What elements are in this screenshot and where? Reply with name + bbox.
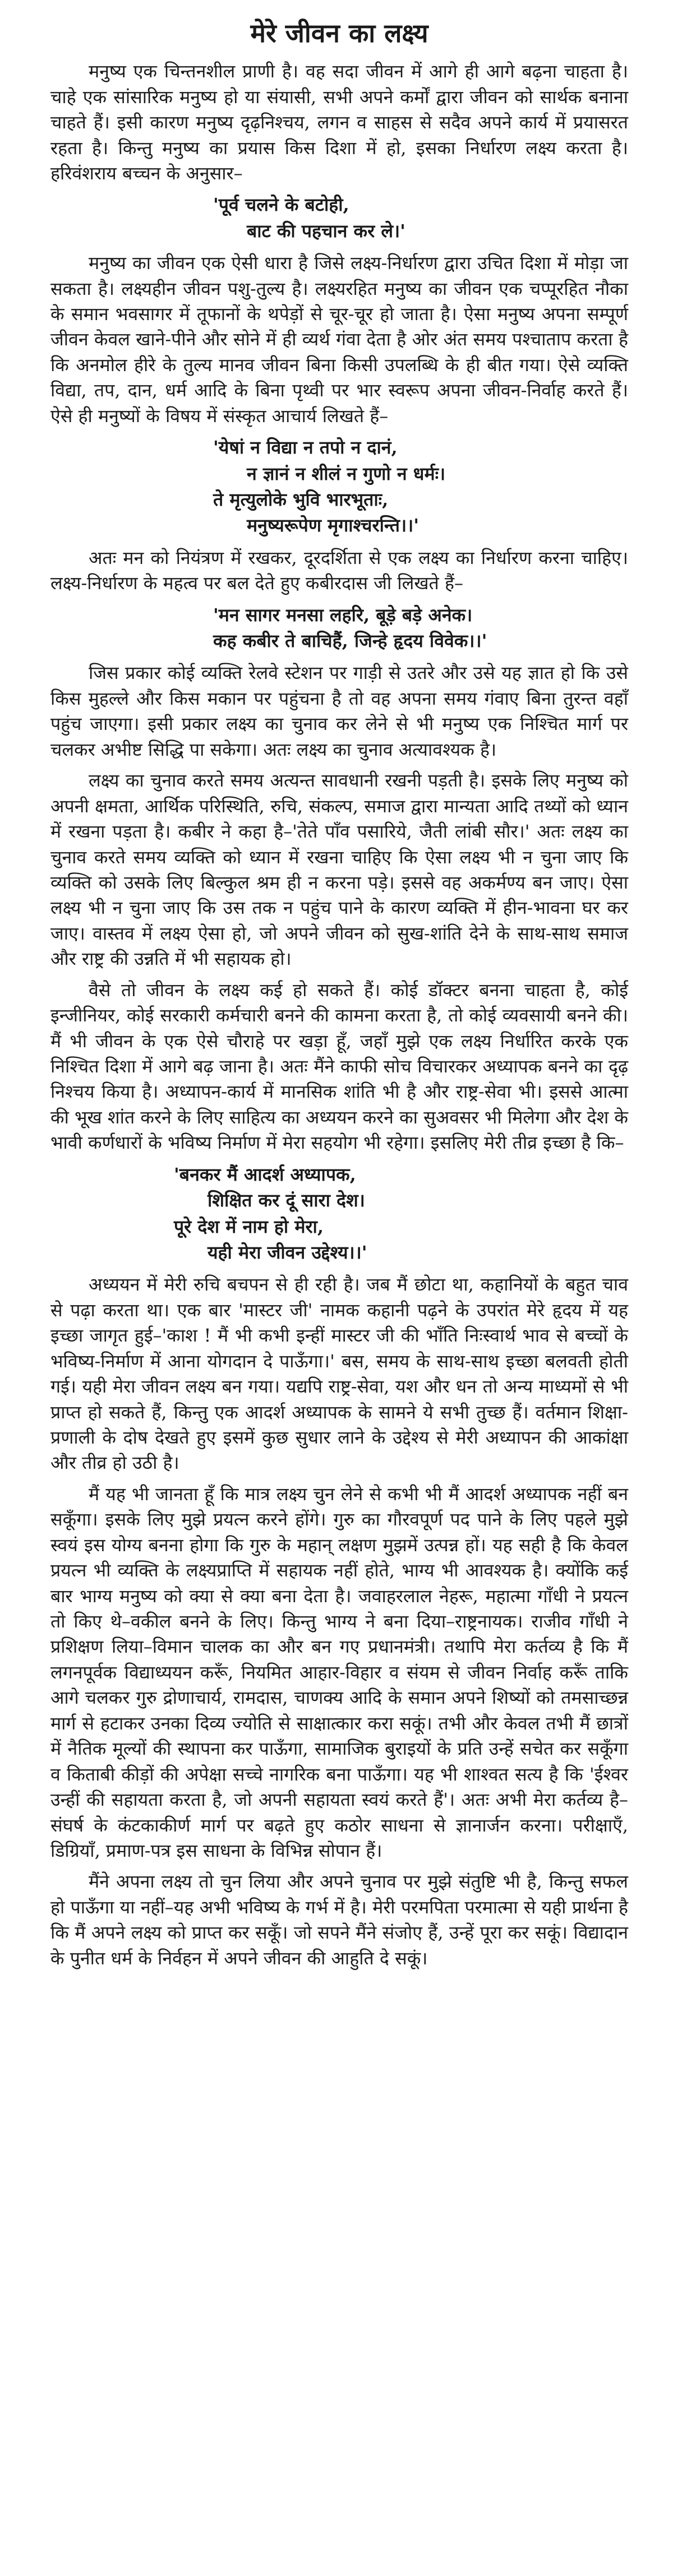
- paragraph-4: जिस प्रकार कोई व्यक्ति रेलवे स्टेशन पर गाड़ी से उतरे और उसे यह ज्ञात हो कि उसे किस मुहल्ले और किस मकान पर पहुंचना है तो वह अपना समय गंवाए बिना तुरन्त वहाँ पहुंच जाएगा। इसी प्रकार लक्ष्य का चुनाव कर लेने से भी मनुष्य एक निश्चित मार्ग पर चलकर अभीष्ट सिद्धि पा सकेगा। अतः लक्ष्य का चुनाव अत्यावश्यक है।: [50, 662, 628, 760]
- paragraph-5: लक्ष्य का चुनाव करते समय अत्यन्त सावधानी रखनी पड़ती है। इसके लिए मनुष्य को अपनी क्षमता, आर्थिक परिस्थिति, रुचि, संकल्प, समाज द्वारा मान्यता आदि तथ्यों को ध्यान में रखना पड़ता है। कबीर ने कहा है–'तेते पाँव पसारिये, जैती लांबी सौर।' अतः लक्ष्य का चुनाव करते समय व्यक्ति को ध्यान में रखना चाहिए कि ऐसा लक्ष्य भी न चुना जाए कि व्यक्ति को उसके लिए बिल्कुल श्रम ही न करना पड़े। इससे वह अकर्मण्य बन जाए। ऐसा लक्ष्य भी न चुना जाए कि उस तक न पहुंच पाने के कारण व्यक्ति में हीन-भावना घर कर जाए। वास्तव में लक्ष्य ऐसा हो, जो अपने जीवन को सुख-शांति देने के साथ-साथ समाज और राष्ट्र की उन्नति में भी सहायक हो।: [50, 770, 628, 970]
- verse-teacher: [174, 1162, 628, 1266]
- verse-line: ते मृत्युलोके भुवि भारभूताः,: [213, 489, 389, 510]
- paragraph-7: अध्ययन में मेरी रुचि बचपन से ही रही है। जब मैं छोटा था, कहानियों के बहुत चाव से पढ़ा करता था। एक बार 'मास्टर जी' नामक कहानी पढ़ने के उपरांत मेरे हृदय में यह इच्छा जागृत हुई–'काश ! मैं भी कभी इन्हीं मास्टर जी की भाँति निःस्वार्थ भाव से बच्चों के भविष्य-निर्माण में आना योगदान दे पाऊँगा।' बस, समय के साथ-साथ इच्छा बलवती होती गई। यही मेरा जीवन लक्ष्य बन गया। यद्यपि राष्ट्र-सेवा, यश और धन तो अन्य माध्यमों से भी प्राप्त हो सकते हैं, किन्तु एक आदर्श अध्यापक के सामने ये सभी तुच्छ हैं। वर्तमान शिक्षा-प्रणाली के दोष देखते हुए इसमें कुछ सुधार लाने के उद्देश्य से मेरी अध्यापन की आकांक्षा और तीव्र हो उठी है।: [50, 1274, 628, 1474]
- verse-kabir: [213, 602, 628, 654]
- paragraph-6: वैसे तो जीवन के लक्ष्य कई हो सकते हैं। कोई डॉक्टर बनना चाहता है, कोई इन्जीनियर, कोई सरकारी कर्मचारी बनने की कामना करता है, तो कोई व्यवसायी बनने की। मैं भी जीवन के एक ऐसे चौराहे पर खड़ा हूँ, जहाँ मुझे एक लक्ष्य निर्धारित करके एक निश्चित दिशा में आगे बढ़ जाना है। अतः मैंने काफी सोच विचारकर अध्यापक बनने का दृढ़ निश्चय किया है। अध्यापन-कार्य में मानसिक शांति भी है और राष्ट्र-सेवा भी। इससे आत्मा की भूख शांत करने के लिए साहित्य का अध्ययन करने का सुअवसर भी मिलेगा और देश के भावी कर्णधारों के भविष्य निर्माण में मेरा सहयोग भी रहेगा। इसलिए मेरी तीव्र इच्छा है कि–: [50, 979, 628, 1154]
- verse-line: 'पूर्व चलने के बटोही,: [213, 194, 349, 216]
- verse-line: कह कबीर ते बाचिहैं, जिन्हे हृदय विवेक।।': [213, 630, 487, 652]
- verse-sanskrit: [213, 434, 628, 539]
- verse-bachchan: [213, 192, 628, 244]
- verse-line: न ज्ञानं न शीलं न गुणो न धर्मः।: [247, 463, 446, 484]
- verse-line: मनुष्यरूपेण मृगाश्चरन्ति।।': [247, 515, 420, 537]
- verse-line: पूरे देश में नाम हो मेरा,: [174, 1215, 324, 1237]
- verse-line: 'येषां न विद्या न तपो न दानं,: [213, 437, 398, 459]
- verse-line: शिक्षित कर दूं सारा देश।: [208, 1190, 365, 1211]
- verse-line: बाट की पहचान कर ले।': [247, 220, 405, 242]
- paragraph-3: अतः मन को नियंत्रण में रखकर, दूरदर्शिता से एक लक्ष्य का निर्धारण करना चाहिए। लक्ष्य-निर्धारण के महत्व पर बल देते हुए कबीरदास जी लिखते हैं–: [50, 547, 628, 594]
- paragraph-2: मनुष्य का जीवन एक ऐसी धारा है जिसे लक्ष्य-निर्धारण द्वारा उचित दिशा में मोड़ा जा सकता है। लक्ष्यहीन जीवन पशु-तुल्य है। लक्ष्यरहित मनुष्य का जीवन एक चप्पूरहित नौका के समान भवसागर में तूफानों के थपेड़ों से चूर-चूर हो जाता है। ऐसा मनुष्य अपना सम्पूर्ण जीवन केवल खाने-पीने और सोने में ही व्यर्थ गंवा देता है ओर अंत समय पश्चाताप करता है कि अनमोल हीरे के तुल्य मानव जीवन बिना किसी उपलब्धि के ही बीत गया। ऐसे व्यक्ति विद्या, तप, दान, धर्म आदि के बिना पृथ्वी पर भार स्वरूप अपना जीवन-निर्वाह करते हैं। ऐसे ही मनुष्यों के विषय में संस्कृत आचार्य लिखते हैं–: [50, 252, 628, 427]
- verse-line: यही मेरा जीवन उद्देश्य।।': [208, 1241, 367, 1263]
- paragraph-1: मनुष्य एक चिन्तनशील प्राणी है। वह सदा जीवन में आगे ही आगे बढ़ना चाहता है। चाहे एक सांसारिक मनुष्य हो या संयासी, सभी अपने कर्मों द्वारा जीवन को सार्थक बनाना चाहते हैं। इसी कारण मनुष्य दृढ़निश्चय, लगन व साहस से सदैव अपने कार्य में प्रयासरत रहता है। किन्तु मनुष्य का प्रयास किस दिशा में हो, इसका निर्धारण लक्ष्य करता है। हरिवंशराय बच्चन के अनुसार–: [50, 61, 628, 184]
- paragraph-9: मैंने अपना लक्ष्य तो चुन लिया और अपने चुनाव पर मुझे संतुष्टि भी है, किन्तु सफल हो पाऊँगा या नहीं–यह अभी भविष्य के गर्भ में है। मेरी परमपिता परमात्मा से यही प्रार्थना है कि मैं अपने लक्ष्य को प्राप्त कर सकूँ। जो सपने मैंने संजोए हैं, उन्हें पूरा कर सकूं। विद्यादान के पुनीत धर्म के निर्वहन में अपने जीवन की आहुति दे सकूं।: [50, 1871, 628, 1969]
- verse-line: 'मन सागर मनसा लहरि, बूड़े बड़े अनेक।: [213, 604, 473, 626]
- paragraph-8: मैं यह भी जानता हूँ कि मात्र लक्ष्य चुन लेने से कभी भी मैं आदर्श अध्यापक नहीं बन सकूँगा। इसके लिए मुझे प्रयत्न करने होंगे। गुरु का गौरवपूर्ण पद पाने के लिए पहले मुझे स्वयं इस योग्य बनना होगा कि गुरु के महान् लक्षण मुझमें उत्पन्न हों। यह सही है कि केवल प्रयत्न भी व्यक्ति के लक्ष्यप्राप्ति में सहायक नहीं होते, भाग्य भी आवश्यक है। क्योंकि कई बार भाग्य मनुष्य को क्या से क्या बना देता है। जवाहरलाल नेहरू, महात्मा गाँधी ने प्रयत्न तो किए थे–वकील बनने के लिए। किन्तु भाग्य ने बना दिया–राष्ट्रनायक। राजीव गाँधी ने प्रशिक्षण लिया–विमान चालक का और बन गए प्रधानमंत्री। तथापि मेरा कर्तव्य है कि मैं लगनपूर्वक विद्याध्ययन करूँ, नियमित आहार-विहार व संयम से जीवन निर्वाह करूँ ताकि आगे चलकर गुरु द्रोणाचार्य, रामदास, चाणक्य आदि के समान अपने शिष्यों को तमसाच्छन्न मार्ग से हटाकर उनका दिव्य ज्योति से साक्षात्कार करा सकूं। तभी और केवल तभी मैं छात्रों में नैतिक मूल्यों की स्थापना कर पाऊँगा, सामाजिक बुराइयों के प्रति उन्हें सचेत कर सकूँगा व किताबी कीड़ों की अपेक्षा सच्चे नागरिक बना पाऊँगा। यह भी शाश्वत सत्य है कि 'ईश्वर उन्हीं की सहायता करता है, जो अपनी सहायता स्वयं करते हैं'। अतः अभी मेरा कर्तव्य है–संघर्ष के कंटकाकीर्ण मार्ग पर बढ़ते हुए कठोर साधना से ज्ञानार्जन करना। परीक्षाएँ, डिग्रियाँ, प्रमाण-पत्र इस साधना के विभिन्न सोपान हैं।: [50, 1483, 628, 1861]
- essay-title: मेरे जीवन का लक्ष्य: [250, 18, 428, 48]
- verse-line: 'बनकर मैं आदर्श अध्यापक,: [174, 1163, 356, 1185]
